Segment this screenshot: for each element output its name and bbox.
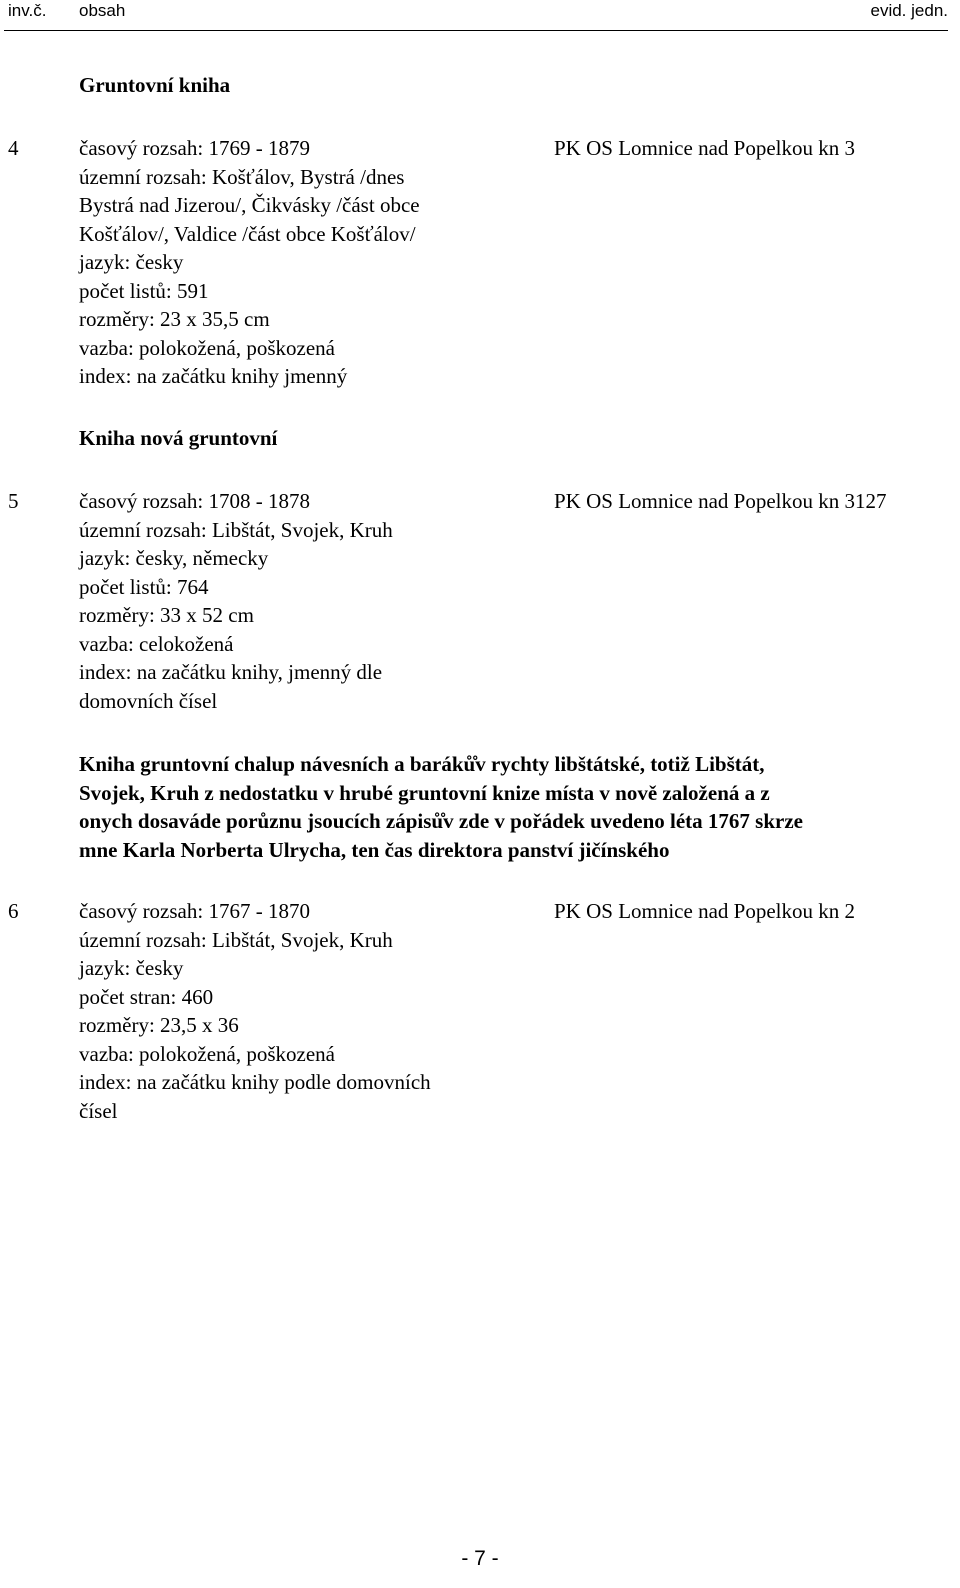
entry-details (79, 134, 519, 391)
section-title-line: Kniha gruntovní chalup návesních a baráků̊v rychty libštátské, totiž Libštát, (79, 752, 765, 776)
detail-line: rozměry: 23 x 35,5 cm (79, 307, 270, 331)
entry-reference: PK OS Lomnice nad Popelkou kn 3127 (554, 489, 887, 513)
header-evid-label: evid. jedn. (870, 1, 948, 20)
header-inv-label: inv.č. (8, 1, 47, 20)
detail-line: počet listů: 591 (79, 278, 209, 303)
detail-line: vazba: celokožená (79, 631, 234, 656)
detail-line: časový rozsah: 1767 - 1870 (79, 899, 310, 923)
entry-details (79, 897, 519, 1125)
section-title-line: onych dosaváde porůznu jsoucích zápisů̊v zde v pořádek uvedeno léta 1767 skrze (79, 809, 803, 833)
entry-details (79, 487, 519, 715)
section-title-line: mne Karla Norberta Ulrycha, ten čas direktora panství jičínského (79, 837, 670, 862)
page-number: - 7 - (461, 1547, 499, 1570)
detail-line: vazba: polokožená, poškozená (79, 335, 335, 360)
header-obsah-label: obsah (79, 1, 126, 20)
detail-line: jazyk: česky (79, 956, 184, 980)
detail-line: index: na začátku knihy podle domovních (79, 1070, 431, 1094)
entry-number: 4 (8, 136, 19, 160)
section-title: Kniha nová gruntovní (79, 426, 278, 450)
detail-line: územní rozsah: Libštát, Svojek, Kruh (79, 927, 393, 952)
page-header (0, 0, 960, 34)
detail-line: jazyk: česky (79, 250, 184, 274)
detail-line: počet listů: 764 (79, 574, 209, 599)
detail-line: domovních čísel (79, 688, 218, 713)
entry-number: 6 (8, 899, 19, 923)
entry-number: 5 (8, 489, 19, 513)
detail-line: čísel (79, 1098, 118, 1123)
header-rule (4, 30, 948, 31)
detail-line: rozměry: 33 x 52 cm (79, 603, 254, 627)
section-title: Gruntovní kniha (79, 73, 231, 97)
entry-reference: PK OS Lomnice nad Popelkou kn 3 (554, 136, 855, 160)
detail-line: časový rozsah: 1708 - 1878 (79, 489, 310, 513)
detail-line: rozměry: 23,5 x 36 (79, 1013, 239, 1037)
detail-line: počet stran: 460 (79, 984, 214, 1009)
detail-line: Košťálov/, Valdice /část obce Košťálov/ (79, 221, 416, 246)
detail-line: vazba: polokožená, poškozená (79, 1041, 335, 1066)
detail-line: územní rozsah: Libštát, Svojek, Kruh (79, 517, 393, 542)
detail-line: územní rozsah: Košťálov, Bystrá /dnes (79, 164, 405, 189)
entry-reference: PK OS Lomnice nad Popelkou kn 2 (554, 899, 855, 923)
detail-line: jazyk: česky, německy (79, 546, 269, 570)
section-title-line: Svojek, Kruh z nedostatku v hrubé gruntovní knize místa v nově založená a z (79, 780, 770, 805)
detail-line: časový rozsah: 1769 - 1879 (79, 136, 310, 160)
detail-line: index: na začátku knihy jmenný (79, 364, 348, 388)
section-title (79, 750, 959, 864)
detail-line: Bystrá nad Jizerou/, Čikvásky /část obce (79, 193, 420, 217)
detail-line: index: na začátku knihy, jmenný dle (79, 660, 383, 684)
